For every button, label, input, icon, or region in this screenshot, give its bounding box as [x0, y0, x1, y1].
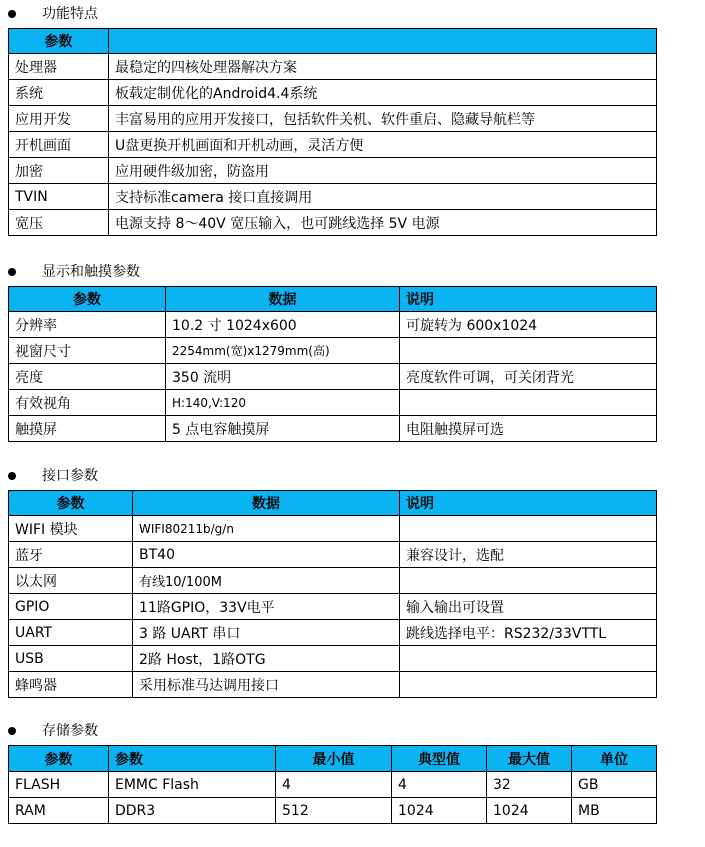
header-cell: 单位 — [572, 746, 657, 772]
value-cell: 板载定制优化的Android4.4系统 — [109, 80, 657, 106]
header-cell: 最小值 — [276, 746, 392, 772]
type-cell: EMMC Flash — [109, 772, 276, 798]
param-cell: 亮度 — [9, 364, 166, 390]
data-cell: 350 流明 — [166, 364, 400, 390]
param-cell: USB — [9, 646, 133, 672]
note-cell: 输入输出可设置 — [400, 594, 657, 620]
header-cell: 说明 — [400, 491, 657, 516]
note-cell — [400, 338, 657, 364]
table-row — [9, 80, 657, 106]
table-row — [9, 594, 657, 620]
typical-cell: 1024 — [392, 798, 487, 824]
value-cell: 支持标准camera 接口直接调用 — [109, 184, 657, 210]
section-title: 存储参数 — [42, 723, 98, 739]
param-cell: RAM — [9, 798, 109, 824]
header-cell: 参数 — [9, 29, 109, 54]
param-cell: WIFI 模块 — [9, 516, 133, 542]
unit-cell: MB — [572, 798, 657, 824]
header-cell: 参数 — [9, 746, 109, 772]
param-cell: 系统 — [9, 80, 109, 106]
bullet-icon — [8, 10, 16, 18]
param-cell: TVIN — [9, 184, 109, 210]
table-row — [9, 416, 657, 442]
value-cell: 电源支持 8～40V 宽压输入，也可跳线选择 5V 电源 — [109, 210, 657, 236]
param-cell: 蜂鸣器 — [9, 672, 133, 698]
param-cell: 宽压 — [9, 210, 109, 236]
table-row — [9, 542, 657, 568]
table-row — [9, 568, 657, 594]
header-cell: 参数 — [9, 287, 166, 312]
note-cell — [400, 646, 657, 672]
header-cell: 参数 — [109, 746, 276, 772]
table-row — [9, 210, 657, 236]
param-cell: 处理器 — [9, 54, 109, 80]
table-row — [9, 672, 657, 698]
header-cell — [109, 29, 657, 54]
value-cell: U盘更换开机画面和开机动画，灵活方便 — [109, 132, 657, 158]
storage-table — [8, 745, 657, 824]
param-cell: 加密 — [9, 158, 109, 184]
bullet-icon — [8, 268, 16, 276]
note-cell: 可旋转为 600x1024 — [400, 312, 657, 338]
value-cell: 应用硬件级加密，防盗用 — [109, 158, 657, 184]
note-cell: 电阻触摸屏可选 — [400, 416, 657, 442]
param-cell: FLASH — [9, 772, 109, 798]
note-cell — [400, 568, 657, 594]
param-cell: GPIO — [9, 594, 133, 620]
table-row — [9, 620, 657, 646]
table-row — [9, 106, 657, 132]
data-cell: H:140,V:120 — [166, 390, 400, 416]
unit-cell: GB — [572, 772, 657, 798]
value-cell: 丰富易用的应用开发接口，包括软件关机、软件重启、隐藏导航栏等 — [109, 106, 657, 132]
max-cell: 32 — [487, 772, 572, 798]
table-row — [9, 184, 657, 210]
param-cell: 视窗尺寸 — [9, 338, 166, 364]
param-cell: 触摸屏 — [9, 416, 166, 442]
data-cell: 有线10/100M — [133, 568, 400, 594]
table-row — [9, 772, 657, 798]
data-cell: 采用标准马达调用接口 — [133, 672, 400, 698]
min-cell: 512 — [276, 798, 392, 824]
param-cell: 应用开发 — [9, 106, 109, 132]
param-cell: 分辨率 — [9, 312, 166, 338]
data-cell: 10.2 寸 1024x600 — [166, 312, 400, 338]
table-row — [9, 158, 657, 184]
table-row — [9, 54, 657, 80]
table-row — [9, 646, 657, 672]
min-cell: 4 — [276, 772, 392, 798]
data-cell: 5 点电容触摸屏 — [166, 416, 400, 442]
header-cell: 最大值 — [487, 746, 572, 772]
param-cell: 有效视角 — [9, 390, 166, 416]
param-cell: 蓝牙 — [9, 542, 133, 568]
max-cell: 1024 — [487, 798, 572, 824]
note-cell — [400, 672, 657, 698]
param-cell: UART — [9, 620, 133, 646]
note-cell: 亮度软件可调，可关闭背光 — [400, 364, 657, 390]
data-cell: 2254mm(宽)x1279mm(高) — [166, 338, 400, 364]
value-cell: 最稳定的四核处理器解决方案 — [109, 54, 657, 80]
note-cell — [400, 390, 657, 416]
note-cell — [400, 516, 657, 542]
header-cell: 说明 — [400, 287, 657, 312]
header-cell: 参数 — [9, 491, 133, 516]
table-row — [9, 132, 657, 158]
section-title: 显示和触摸参数 — [42, 264, 140, 280]
param-cell: 开机画面 — [9, 132, 109, 158]
header-cell: 数据 — [133, 491, 400, 516]
table-row — [9, 516, 657, 542]
interface-table — [8, 490, 657, 698]
data-cell: WIFI80211b/g/n — [133, 516, 400, 542]
section-title: 接口参数 — [42, 468, 98, 484]
data-cell: 3 路 UART 串口 — [133, 620, 400, 646]
type-cell: DDR3 — [109, 798, 276, 824]
header-cell: 数据 — [166, 287, 400, 312]
bullet-icon — [8, 727, 16, 735]
note-cell: 兼容设计，选配 — [400, 542, 657, 568]
table-row — [9, 364, 657, 390]
table-row — [9, 338, 657, 364]
features-table — [8, 28, 657, 236]
bullet-icon — [8, 472, 16, 480]
data-cell: BT40 — [133, 542, 400, 568]
param-cell: 以太网 — [9, 568, 133, 594]
table-row — [9, 390, 657, 416]
section-title: 功能特点 — [42, 6, 98, 22]
note-cell: 跳线选择电平：RS232/33VTTL — [400, 620, 657, 646]
header-cell: 典型值 — [392, 746, 487, 772]
data-cell: 2路 Host，1路OTG — [133, 646, 400, 672]
table-row — [9, 312, 657, 338]
typical-cell: 4 — [392, 772, 487, 798]
table-row — [9, 798, 657, 824]
data-cell: 11路GPIO，33V电平 — [133, 594, 400, 620]
display-table — [8, 286, 657, 442]
